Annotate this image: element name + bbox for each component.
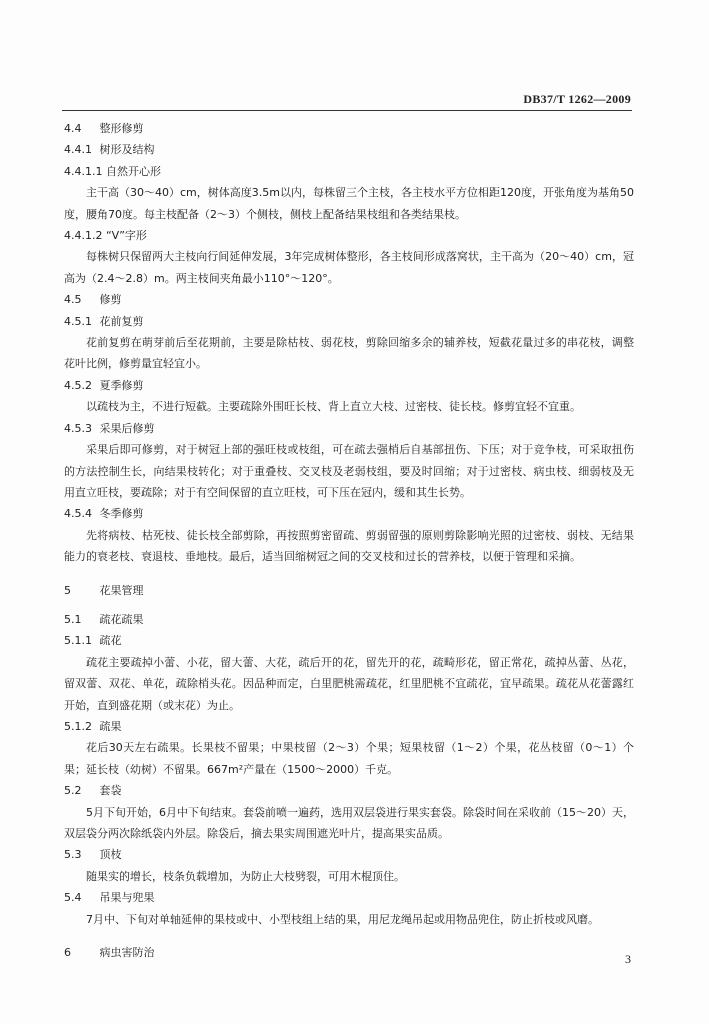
heading-number: 5.1.1 bbox=[64, 634, 92, 648]
heading-title: 疏花疏果 bbox=[99, 612, 144, 626]
heading-title: 采果后修剪 bbox=[99, 421, 155, 435]
heading-number: 5.2 bbox=[64, 784, 82, 798]
subsection-heading bbox=[64, 375, 634, 396]
subsection-heading bbox=[64, 118, 634, 139]
heading-title: “V”字形 bbox=[105, 229, 147, 243]
paragraph: 采果后即可修剪，对于树冠上部的强旺枝或枝组，可在疏去强梢后自基部扭伤、下压；对于竞争枝，可采取扭伤的方法控制生长，向结果枝转化；对于重叠枝、交叉枝及老弱枝组，要及时回缩；对于过密枝、病虫枝、细弱枝及无用直立旺枝，要疏除；对于有空间保留的直立旺枝，可下压在冠内，缓和其生长势。 bbox=[64, 443, 634, 499]
subsection-heading bbox=[64, 630, 634, 651]
paragraph: 每株树只保留两大主枝向行间延伸发展，3年完成树体整形，各主枝间形成落窝状，主干高为（20～40）cm，冠高为（2.4～2.8）m。两主枝间夹角最小110°～120°。 bbox=[64, 250, 634, 285]
heading-title: 病虫害防治 bbox=[99, 946, 155, 960]
subsection-heading bbox=[64, 139, 634, 160]
heading-title: 整形修剪 bbox=[99, 122, 144, 135]
standard-code: DB37/T 1262—2009 bbox=[523, 92, 631, 106]
paragraph: 随果实的增长，枝条负载增加，为防止大枝劈裂，可用木棍顶住。 bbox=[86, 869, 405, 883]
heading-number: 4.4.1.1 bbox=[64, 164, 103, 178]
paragraph: 疏花主要疏掉小蕾、小花，留大蕾、大花，疏后开的花，留先开的花，疏畸形花，留正常花，疏掉丛蕾、丛花，留双蕾、双花、单花，疏除梢头花。因品种而定，白里肥桃需疏花，红里肥桃不宜疏花，宜早疏果。疏花从花蕾露红开始，直到盛花期（或末花）为止。 bbox=[64, 655, 634, 712]
heading-number: 4.5.1 bbox=[64, 314, 92, 328]
subsection-heading bbox=[64, 887, 634, 908]
heading-title: 顶枝 bbox=[99, 848, 122, 862]
heading-title: 冬季修剪 bbox=[99, 507, 144, 521]
subsection-heading bbox=[64, 161, 634, 182]
heading-number: 5.1 bbox=[64, 612, 82, 626]
heading-title: 花果管理 bbox=[99, 583, 144, 597]
heading-number: 4.4.1 bbox=[64, 143, 92, 157]
paragraph: 5月下旬开始，6月中下旬结束。套袋前喷一遍药，选用双层袋进行果实套袋。除袋时间在采收前（15～20）天，双层袋分两次除纸袋内外层。除袋后，摘去果实周围遮光叶片，提高果实品质。 bbox=[64, 805, 634, 840]
subsection-heading bbox=[64, 844, 634, 865]
heading-title: 疏花 bbox=[99, 634, 122, 648]
subsection-heading bbox=[64, 225, 634, 246]
subsection-heading bbox=[64, 780, 634, 801]
heading-number: 5.3 bbox=[64, 848, 82, 862]
paragraph: 以疏枝为主，不进行短截。主要疏除外围旺长枝、背上直立大枝、过密枝、徒长枝。修剪宜轻不宜重。 bbox=[86, 400, 581, 414]
heading-number: 4.4.1.2 bbox=[64, 229, 103, 243]
paragraph: 主干高（30～40）cm，树体高度3.5m以内，每株留三个主枝，各主枝水平方位相距120度，开张角度为基角50度，腰角70度。每主枝配备（2～3）个侧枝，侧枝上配备结果枝组和各类结果枝。 bbox=[64, 186, 634, 221]
heading-number: 6 bbox=[64, 946, 71, 960]
paragraph: 花后30天左右疏果。长果枝不留果；中果枝留（2～3）个果；短果枝留（1～2）个果，花丛枝留（0～1）个果；延长枝（幼树）不留果。667m²产量在（1500～2000）千克。 bbox=[64, 741, 634, 776]
subsection-heading bbox=[64, 716, 634, 737]
header-rule bbox=[62, 110, 632, 111]
section-heading bbox=[64, 942, 634, 963]
section-heading bbox=[64, 580, 634, 601]
paragraph: 7月中、下旬对单轴延伸的果枝或中、小型枝组上结的果，用尼龙绳吊起或用物品兜住，防止折枝或风磨。 bbox=[86, 912, 599, 926]
subsection-heading bbox=[64, 418, 634, 439]
heading-number: 4.5 bbox=[64, 293, 82, 307]
heading-number: 4.5.3 bbox=[64, 421, 92, 435]
heading-title: 疏果 bbox=[99, 719, 122, 733]
heading-number: 4.5.4 bbox=[64, 507, 92, 521]
heading-title: 树形及结构 bbox=[99, 143, 155, 157]
heading-title: 套袋 bbox=[99, 784, 122, 798]
paragraph: 花前复剪在萌芽前后至花期前，主要是除枯枝、弱花枝，剪除回缩多余的辅养枝，短截花量过多的串花枝，调整花叶比例，修剪量宜轻宜小。 bbox=[64, 336, 634, 371]
page-number: 3 bbox=[625, 952, 631, 966]
heading-title: 花前复剪 bbox=[99, 314, 144, 328]
heading-number: 4.4 bbox=[64, 122, 82, 135]
heading-title: 吊果与兜果 bbox=[99, 891, 155, 905]
document-body bbox=[64, 118, 634, 971]
heading-number: 5.4 bbox=[64, 891, 82, 905]
paragraph: 先将病枝、枯死枝、徒长枝全部剪除，再按照剪密留疏、剪弱留强的原则剪除影响光照的过密枝、弱枝、无结果能力的衰老枝、衰退枝、垂地枝。最后，适当回缩树冠之间的交叉枝和过长的营养枝，以便于管理和采摘。 bbox=[64, 528, 634, 564]
subsection-heading bbox=[64, 311, 634, 332]
subsection-heading bbox=[64, 609, 634, 630]
heading-number: 5 bbox=[64, 583, 71, 597]
subsection-heading bbox=[64, 503, 634, 524]
heading-number: 4.5.2 bbox=[64, 378, 92, 392]
heading-title: 修剪 bbox=[99, 293, 122, 307]
heading-title: 夏季修剪 bbox=[99, 378, 144, 392]
heading-number: 5.1.2 bbox=[64, 719, 92, 733]
subsection-heading bbox=[64, 289, 634, 310]
heading-title: 自然开心形 bbox=[105, 164, 161, 178]
